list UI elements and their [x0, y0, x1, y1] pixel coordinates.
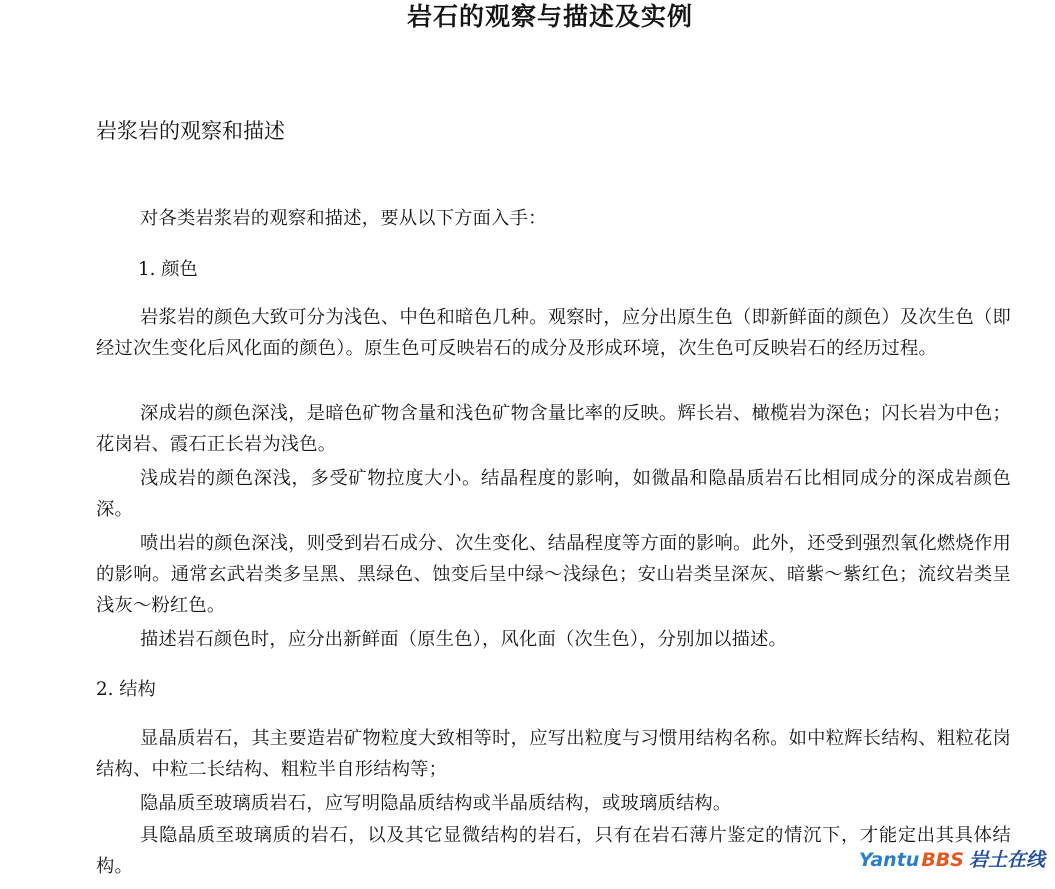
structure-paragraph: 隐晶质至玻璃质岩石，应写明隐晶质结构或半晶质结构，或玻璃质结构。 — [140, 793, 732, 814]
watermark-bbs: BBS — [921, 849, 964, 871]
structure-heading: 2. 结构 — [96, 679, 156, 700]
intro-paragraph: 对各类岩浆岩的观察和描述，要从以下方面入手： — [140, 208, 547, 229]
document-title: 岩石的观察与描述及实例 — [406, 2, 693, 31]
color-paragraph: 岩浆岩的颜色大致可分为浅色、中色和暗色几种。观察时，应分出原生色（即新鲜面的颜色）及次生色（即经过次生变化后风化面的颜色）。原生色可反映岩石的成分及形成环境，次生色可反映岩石的经历过程。 — [96, 307, 1011, 359]
watermark-yantu: Yantu — [858, 849, 920, 871]
structure-paragraph: 具隐晶质至玻璃质的岩石，以及其它显微结构的岩石，只有在岩石薄片鉴定的情沉下，才能定出其具体结构。 — [96, 825, 1011, 877]
structure-paragraph: 显晶质岩石，其主要造岩矿物粒度大致相等时，应写出粒度与习惯用结构名称。如中粒辉长结构、粗粒花岗结构、中粒二长结构、粗粒半自形结构等； — [96, 728, 1011, 780]
yantubbs-watermark — [859, 849, 1045, 871]
color-paragraph: 描述岩石颜色时，应分出新鲜面（原生色），风化面（次生色），分别加以描述。 — [140, 629, 788, 650]
color-paragraph: 深成岩的颜色深浅，是暗色矿物含量和浅色矿物含量比率的反映。辉长岩、橄榄岩为深色；闪长岩为中色；花岗岩、霞石正长岩为浅色。 — [96, 403, 1011, 455]
color-heading: 1. 颜色 — [138, 259, 198, 280]
color-paragraph: 喷出岩的颜色深浅，则受到岩石成分、次生变化、结晶程度等方面的影响。此外，还受到强烈氧化燃烧作用的影响。通常玄武岩类多呈黑、黑绿色、蚀变后呈中绿～浅绿色；安山岩类呈深灰、暗紫～紫红色；流纹岩类呈浅灰～粉红色。 — [96, 533, 1011, 616]
section-heading: 岩浆岩的观察和描述 — [96, 119, 285, 143]
color-paragraph: 浅成岩的颜色深浅，多受矿物拉度大小。结晶程度的影响，如微晶和隐晶质岩石比相同成分的深成岩颜色深。 — [96, 468, 1011, 520]
watermark-site-name: 岩土在线 — [968, 849, 1045, 871]
